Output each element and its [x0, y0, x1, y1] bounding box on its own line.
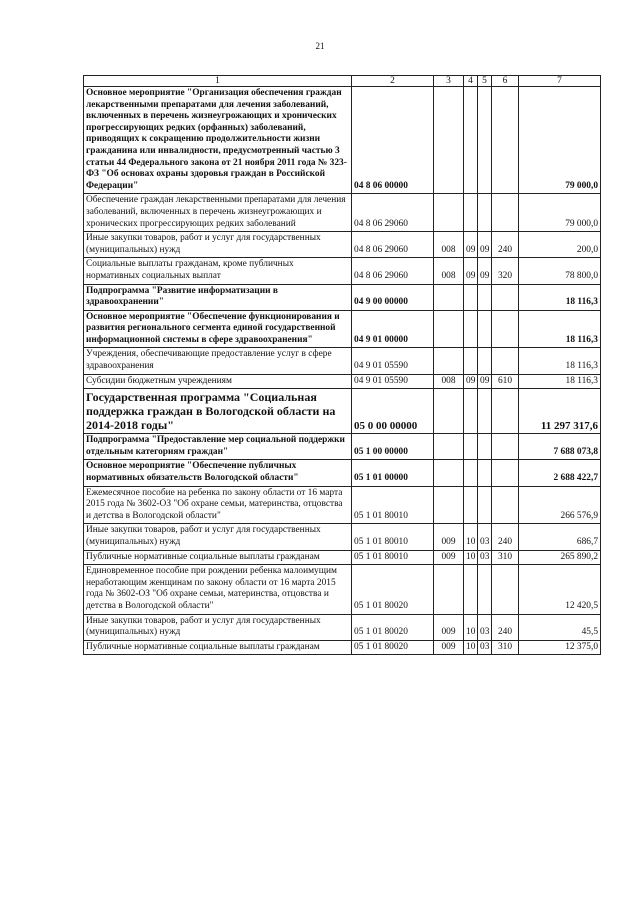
row-name: Иные закупки товаров, работ и услуг для государственных (муниципальных) нужд: [84, 232, 352, 258]
row-expense-type: [492, 284, 519, 310]
row-name: Учреждения, обеспечивающие предоставление услуг в сфере здравоохранения: [84, 348, 352, 374]
row-subsection: 03: [478, 524, 492, 550]
row-admin-code: [434, 310, 464, 348]
table-row: [84, 194, 601, 232]
row-expense-type: [492, 434, 519, 460]
row-admin-code: 009: [434, 640, 464, 655]
page-number: 21: [315, 41, 325, 51]
row-amount: 2 688 422,7: [519, 460, 601, 486]
row-name: Публичные нормативные социальные выплаты гражданам: [84, 550, 352, 565]
row-admin-code: [434, 434, 464, 460]
row-code: 04 8 06 29060: [352, 194, 434, 232]
row-code: 04 8 06 29060: [352, 232, 434, 258]
row-amount: 686,7: [519, 524, 601, 550]
table-row: [84, 348, 601, 374]
row-subsection: [478, 284, 492, 310]
row-expense-type: 310: [492, 550, 519, 565]
row-expense-type: [492, 194, 519, 232]
row-admin-code: [434, 194, 464, 232]
row-amount: 18 116,3: [519, 348, 601, 374]
row-name: Подпрограмма "Предоставление мер социальной поддержки отдельным категориям граждан": [84, 434, 352, 460]
row-amount: 18 116,3: [519, 310, 601, 348]
row-subsection: 09: [478, 374, 492, 389]
row-amount: 45,5: [519, 614, 601, 640]
row-code: 04 8 06 00000: [352, 87, 434, 194]
row-subsection: [478, 434, 492, 460]
row-expense-type: 310: [492, 640, 519, 655]
row-name: Подпрограмма "Развитие информатизации в здравоохранении": [84, 284, 352, 310]
row-admin-code: 009: [434, 524, 464, 550]
row-expense-type: [492, 460, 519, 486]
row-admin-code: [434, 389, 464, 434]
header-cell: 6: [492, 76, 519, 87]
header-cell: 4: [464, 76, 478, 87]
row-admin-code: [434, 87, 464, 194]
row-section: 10: [464, 640, 478, 655]
row-code: 05 1 01 00000: [352, 460, 434, 486]
header-cell: 5: [478, 76, 492, 87]
row-name: Субсидии бюджетным учреждениям: [84, 374, 352, 389]
row-amount: 12 375,0: [519, 640, 601, 655]
row-name: Обеспечение граждан лекарственными препаратами для лечения заболеваний, включенных в перечень жизнеугрожающих и хронических прогрессирующих редких заболеваний: [84, 194, 352, 232]
row-name: Основное мероприятие "Обеспечение публичных нормативных обязательств Вологодской области": [84, 460, 352, 486]
row-admin-code: [434, 284, 464, 310]
row-name: Основное мероприятие "Обеспечение функционирования и развития регионального сегмента единой государственной информационной системы в сфере здравоохранения": [84, 310, 352, 348]
row-admin-code: [434, 565, 464, 614]
header-cell: 2: [352, 76, 434, 87]
row-amount: 79 000,0: [519, 194, 601, 232]
header-cell: 1: [84, 76, 352, 87]
row-code: 04 9 01 05590: [352, 348, 434, 374]
row-expense-type: [492, 389, 519, 434]
row-admin-code: 008: [434, 232, 464, 258]
row-name: Государственная программа "Социальная поддержка граждан в Вологодской области на 2014-2018 годы": [84, 389, 352, 434]
row-subsection: [478, 348, 492, 374]
row-section: 09: [464, 232, 478, 258]
row-amount: 200,0: [519, 232, 601, 258]
row-admin-code: [434, 348, 464, 374]
row-subsection: 09: [478, 258, 492, 284]
row-expense-type: [492, 310, 519, 348]
row-expense-type: 240: [492, 232, 519, 258]
row-section: [464, 389, 478, 434]
row-subsection: [478, 389, 492, 434]
row-amount: 18 116,3: [519, 284, 601, 310]
row-section: [464, 565, 478, 614]
row-name: Иные закупки товаров, работ и услуг для государственных (муниципальных) нужд: [84, 614, 352, 640]
row-admin-code: 009: [434, 550, 464, 565]
table-row: [84, 258, 601, 284]
row-code: 05 1 01 80010: [352, 550, 434, 565]
row-section: [464, 87, 478, 194]
row-admin-code: [434, 486, 464, 524]
row-subsection: [478, 194, 492, 232]
row-code: 04 9 01 00000: [352, 310, 434, 348]
row-code: 04 8 06 29060: [352, 258, 434, 284]
row-section: 09: [464, 374, 478, 389]
row-subsection: 03: [478, 614, 492, 640]
header-cell: 3: [434, 76, 464, 87]
row-admin-code: 008: [434, 258, 464, 284]
row-name: Публичные нормативные социальные выплаты гражданам: [84, 640, 352, 655]
row-amount: 78 800,0: [519, 258, 601, 284]
row-name: Основное мероприятие "Организация обеспечения граждан лекарственными препаратами для лечения заболеваний, включенных в перечень жизнеугрожающих и хронических прогрессирующих редких (орфанных) заболеваний, приводящих к сокращению продолжительности жизни гражданина или инвалидности, предусмотренный частью 3 статьи 44 Федерального закона от 21 ноября 2011 года № 323-ФЗ "Об основах охраны здоровья граждан в Российской Федерации": [84, 87, 352, 194]
row-expense-type: [492, 565, 519, 614]
row-subsection: 03: [478, 640, 492, 655]
table-row: [84, 284, 601, 310]
row-name: Социальные выплаты гражданам, кроме публичных нормативных социальных выплат: [84, 258, 352, 284]
table-row: [84, 232, 601, 258]
header-row: [84, 76, 601, 87]
row-subsection: 03: [478, 550, 492, 565]
row-amount: 7 688 073,8: [519, 434, 601, 460]
row-section: [464, 194, 478, 232]
header-cell: 7: [519, 76, 601, 87]
row-expense-type: 240: [492, 614, 519, 640]
row-subsection: [478, 565, 492, 614]
row-section: [464, 434, 478, 460]
row-section: [464, 486, 478, 524]
table-row: [84, 524, 601, 550]
table-row: [84, 565, 601, 614]
row-expense-type: 240: [492, 524, 519, 550]
row-admin-code: [434, 460, 464, 486]
row-subsection: [478, 87, 492, 194]
row-section: 10: [464, 614, 478, 640]
table-row: [84, 389, 601, 434]
row-code: 04 9 00 00000: [352, 284, 434, 310]
row-amount: 18 116,3: [519, 374, 601, 389]
row-expense-type: 610: [492, 374, 519, 389]
row-section: [464, 348, 478, 374]
row-code: 04 9 01 05590: [352, 374, 434, 389]
row-section: 10: [464, 550, 478, 565]
row-amount: 79 000,0: [519, 87, 601, 194]
budget-table: [83, 75, 601, 655]
row-amount: 266 576,9: [519, 486, 601, 524]
row-section: [464, 460, 478, 486]
row-expense-type: [492, 348, 519, 374]
row-amount: 11 297 317,6: [519, 389, 601, 434]
table-row: [84, 374, 601, 389]
row-subsection: [478, 460, 492, 486]
row-section: 10: [464, 524, 478, 550]
table-row: [84, 434, 601, 460]
row-section: 09: [464, 258, 478, 284]
row-expense-type: [492, 87, 519, 194]
table-row: [84, 87, 601, 194]
row-subsection: [478, 310, 492, 348]
row-code: 05 1 01 80020: [352, 640, 434, 655]
table-row: [84, 460, 601, 486]
row-amount: 12 420,5: [519, 565, 601, 614]
row-expense-type: 320: [492, 258, 519, 284]
row-code: 05 1 01 80010: [352, 524, 434, 550]
table-row: [84, 640, 601, 655]
row-code: 05 1 00 00000: [352, 434, 434, 460]
row-subsection: [478, 486, 492, 524]
row-admin-code: 009: [434, 614, 464, 640]
row-code: 05 1 01 80010: [352, 486, 434, 524]
row-name: Единовременное пособие при рождении ребенка малоимущим неработающим женщинам по закону области от 16 марта 2015 года № 3602-ОЗ "Об охране семьи, материнства, отцовства и детства в Вологодской области": [84, 565, 352, 614]
row-code: 05 0 00 00000: [352, 389, 434, 434]
row-subsection: 09: [478, 232, 492, 258]
table-row: [84, 310, 601, 348]
row-section: [464, 310, 478, 348]
row-name: Иные закупки товаров, работ и услуг для государственных (муниципальных) нужд: [84, 524, 352, 550]
row-name: Ежемесячное пособие на ребенка по закону области от 16 марта 2015 года № 3602-ОЗ "Об охране семьи, материнства, отцовства и детства в Вологодской области": [84, 486, 352, 524]
row-code: 05 1 01 80020: [352, 614, 434, 640]
row-expense-type: [492, 486, 519, 524]
row-code: 05 1 01 80020: [352, 565, 434, 614]
row-amount: 265 890,2: [519, 550, 601, 565]
table-row: [84, 550, 601, 565]
table-row: [84, 614, 601, 640]
table-row: [84, 486, 601, 524]
row-admin-code: 008: [434, 374, 464, 389]
row-section: [464, 284, 478, 310]
